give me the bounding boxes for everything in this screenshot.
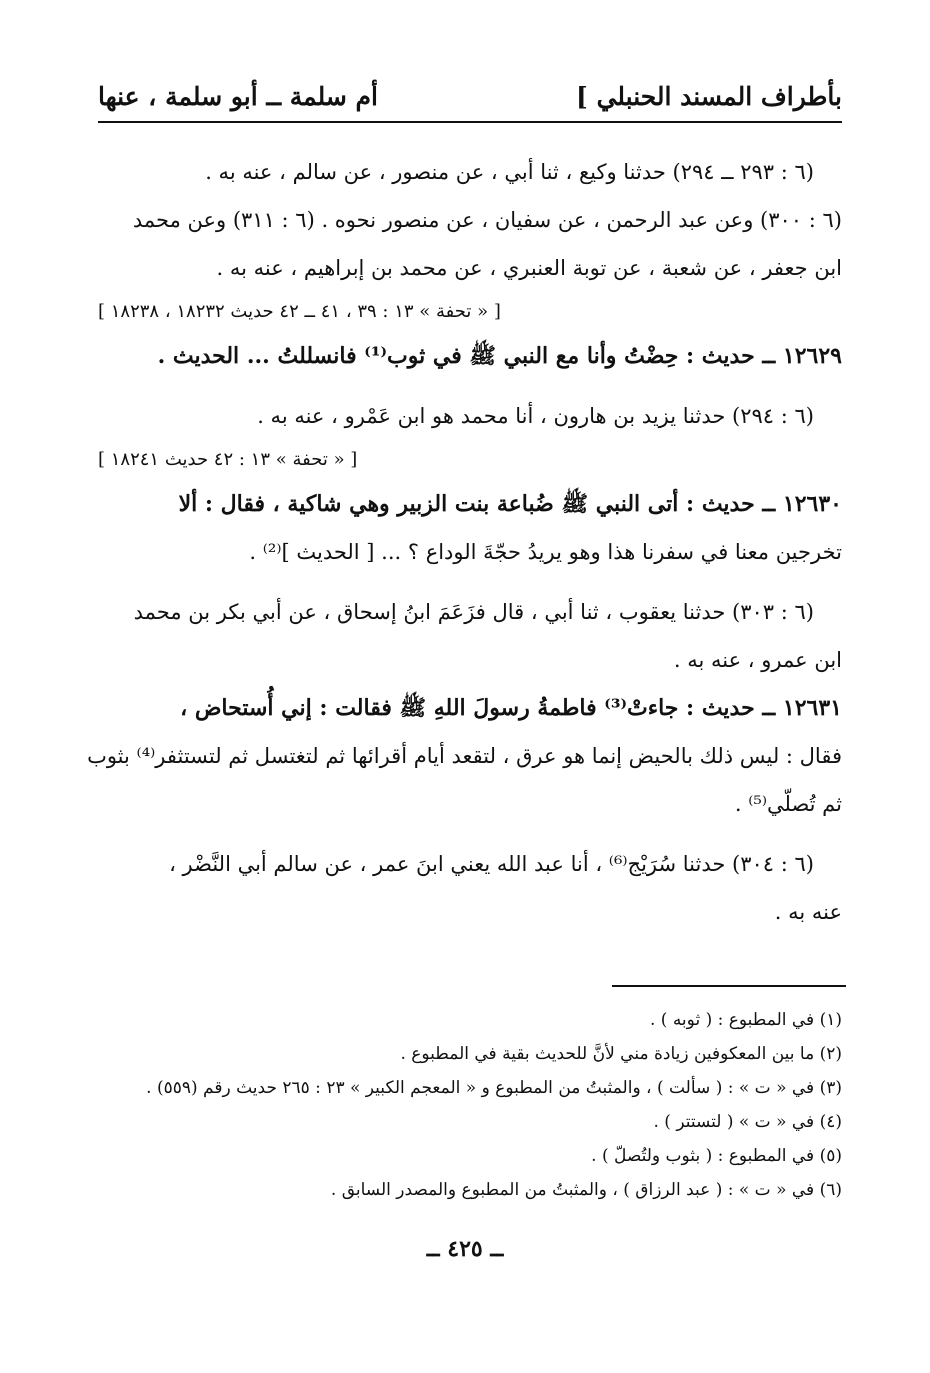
footnote-rule xyxy=(612,985,846,987)
footnote: (٤) في « ت » ( لتستتر ) . xyxy=(653,1112,842,1132)
text-line: ابن عمرو ، عنه به . xyxy=(673,648,842,672)
text-line: (٦ : ٣٠٤) حدثنا سُرَيْج⁽⁶⁾ ، أنا عبد الله يعني ابنَ عمر ، عن سالم أبي النَّضْر ، xyxy=(169,852,814,876)
footnote: (٦) في « ت » : ( عبد الرزاق ) ، والمثبتُ من المطبوع والمصدر السابق . xyxy=(330,1180,842,1200)
footnote: (٥) في المطبوع : ( بثوب ولتُصلّ ) . xyxy=(591,1146,842,1166)
footnotes xyxy=(98,1003,842,1207)
spacer xyxy=(98,380,842,392)
page-number: ــ ٤٢٥ ــ xyxy=(426,1236,504,1262)
text-line: (٦ : ٣٠٠) وعن عبد الرحمن ، عن سفيان ، عن منصور نحوه . (٦ : ٣١١) وعن محمد xyxy=(132,208,842,232)
text-line: (٦ : ٣٠٣) حدثنا يعقوب ، ثنا أبي ، قال فزَعَمَ ابنُ إسحاق ، عن أبي بكر بن محمد xyxy=(133,600,814,624)
hadith-12629: ١٢٦٢٩ ــ حديث : حِضْتُ وأنا مع النبي ﷺ في ثوب⁽¹⁾ فانسللتُ ... الحديث . xyxy=(157,343,842,369)
text-line: ابن جعفر ، عن شعبة ، عن توبة العنبري ، عن محمد بن إبراهيم ، عنه به . xyxy=(216,256,842,280)
text-line: فقال : ليس ذلك بالحيض إنما هو عرق ، لتقعد أيام أقرائها ثم لتغتسل ثم لتستثفر⁽⁴⁾ بثوب xyxy=(87,744,842,768)
tuhfa-reference: [ « تحفة » ١٣ : ٤٢ حديث ١٨٢٤١ ] xyxy=(98,449,358,470)
footnote: (٢) ما بين المعكوفين زيادة مني لأنَّ للحديث بقية في المطبوع . xyxy=(400,1044,842,1064)
header-rule xyxy=(98,121,842,123)
hadith-12631: ١٢٦٣١ ــ حديث : جاءتْ⁽³⁾ فاطمةُ رسولَ اللهِ ﷺ فقالت : إني أُستحاض ، xyxy=(180,695,842,721)
footnote: (١) في المطبوع : ( ثوبه ) . xyxy=(649,1010,842,1030)
text-line: عنه به . xyxy=(774,900,842,924)
footnote: (٣) في « ت » : ( سألت ) ، والمثبتُ من المطبوع و « المعجم الكبير » ٢٣ : ٢٦٥ حديث رقم (٥٥٩) . xyxy=(146,1078,842,1098)
text-line: (٦ : ٢٩٣ ــ ٢٩٤) حدثنا وكيع ، ثنا أبي ، عن منصور ، عن سالم ، عنه به . xyxy=(205,160,814,184)
text-line: ثم تُصلّي⁽⁵⁾ . xyxy=(734,792,842,816)
hadith-12630: ١٢٦٣٠ ــ حديث : أتى النبي ﷺ ضُباعة بنت الزبير وهي شاكية ، فقال : ألا xyxy=(178,491,842,517)
main-text xyxy=(87,148,842,936)
text-line: (٦ : ٢٩٤) حدثنا يزيد بن هارون ، أنا محمد هو ابن عَمْرو ، عنه به . xyxy=(257,404,814,428)
header-chapter-title: أم سلمة ــ أبو سلمة ، عنها xyxy=(98,82,378,111)
tuhfa-reference: [ « تحفة » ١٣ : ٣٩ ، ٤١ ــ ٤٢ حديث ١٨٢٣٢ ، ١٨٢٣٨ ] xyxy=(98,301,501,322)
spacer xyxy=(98,576,842,588)
spacer xyxy=(98,828,842,840)
running-header xyxy=(98,80,842,122)
header-book-title: بأطراف المسند الحنبلي ] xyxy=(576,82,842,111)
text-line: تخرجين معنا في سفرنا هذا وهو يريدُ حجّةَ الوداع ؟ ... [ الحديث ]⁽²⁾ . xyxy=(249,540,842,564)
